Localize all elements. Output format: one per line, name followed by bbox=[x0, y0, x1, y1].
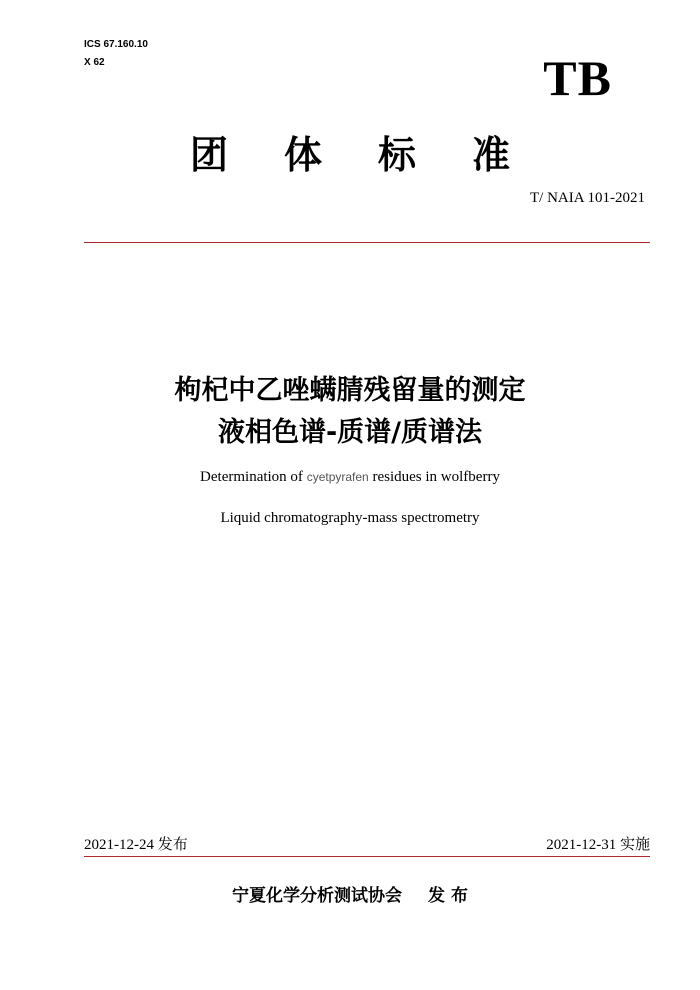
standard-type-char: 团 bbox=[189, 133, 228, 177]
publisher-name: 宁夏化学分析测试协会 bbox=[232, 886, 403, 906]
title-cn-line1: 枸杞中乙唑螨腈残留量的测定 bbox=[174, 375, 526, 406]
publisher-line bbox=[0, 884, 700, 908]
standard-type-char: 准 bbox=[472, 133, 511, 177]
title-cn-line2: 液相色谱-质谱/质谱法 bbox=[217, 417, 483, 448]
title-en-prefix: Determination of bbox=[200, 469, 303, 485]
bottom-divider bbox=[84, 856, 650, 857]
title-en-compound: cyetpyrafen bbox=[306, 470, 369, 484]
publisher-action: 发 布 bbox=[428, 886, 468, 906]
standard-type-char: 标 bbox=[378, 133, 417, 177]
classification-code: X 62 bbox=[84, 57, 105, 68]
title-en-line2: Liquid chromatography-mass spectrometry bbox=[220, 510, 480, 526]
ics-block bbox=[84, 36, 148, 72]
tb-logo: TB bbox=[543, 50, 612, 106]
ics-code: ICS 67.160.10 bbox=[84, 39, 148, 50]
standard-number: T/ NAIA 101-2021 bbox=[530, 190, 645, 206]
issue-date: 2021-12-24 发布 bbox=[84, 837, 188, 853]
title-en-suffix: residues in wolfberry bbox=[372, 469, 500, 485]
title-en-line1 bbox=[0, 466, 700, 488]
implement-date: 2021-12-31 实施 bbox=[546, 837, 650, 853]
standard-type-heading bbox=[0, 130, 700, 180]
standard-type-char: 体 bbox=[283, 133, 322, 177]
top-divider bbox=[84, 242, 650, 243]
